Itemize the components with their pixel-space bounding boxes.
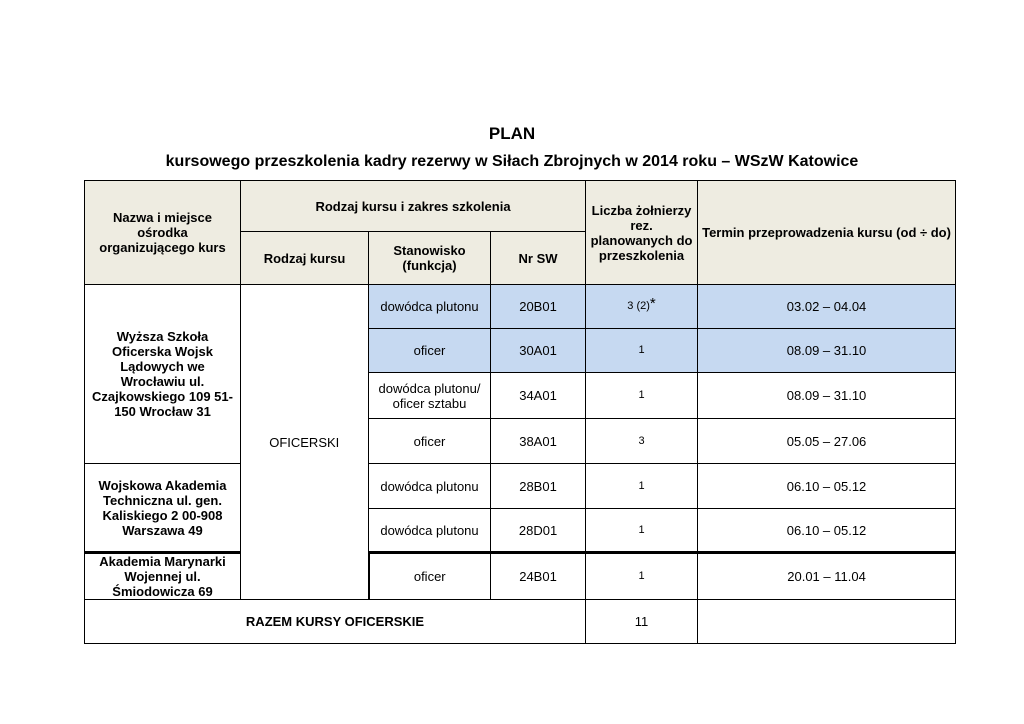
count-cell: 1	[586, 373, 698, 419]
table-row	[85, 553, 956, 600]
table-row	[85, 464, 956, 509]
term-cell: 08.09 – 31.10	[698, 329, 956, 373]
header-position: Stanowisko (funkcja)	[369, 232, 491, 285]
count-cell	[586, 285, 698, 329]
total-count: 11	[586, 600, 698, 644]
term-cell: 08.09 – 31.10	[698, 373, 956, 419]
training-plan-table	[84, 180, 956, 644]
nrsw-cell: 34A01	[491, 373, 586, 419]
header-nrsw: Nr SW	[491, 232, 586, 285]
nrsw-cell: 24B01	[491, 553, 586, 600]
position-cell: oficer	[369, 419, 491, 464]
count-cell: 1	[586, 553, 698, 600]
table-row	[85, 285, 956, 329]
institution-cell: Wojskowa Akademia Techniczna ul. gen. Kaliskiego 2 00-908 Warszawa 49	[85, 464, 241, 553]
position-cell: dowódca plutonu/ oficer sztabu	[369, 373, 491, 419]
header-course-group: Rodzaj kursu i zakres szkolenia	[241, 181, 586, 232]
term-cell: 06.10 – 05.12	[698, 509, 956, 553]
term-cell: 06.10 – 05.12	[698, 464, 956, 509]
nrsw-cell: 28B01	[491, 464, 586, 509]
header-count: Liczba żołnierzy rez. planowanych do przeszkolenia	[586, 181, 698, 285]
term-cell: 05.05 – 27.06	[698, 419, 956, 464]
count-cell: 1	[586, 329, 698, 373]
term-cell: 03.02 – 04.04	[698, 285, 956, 329]
position-cell: dowódca plutonu	[369, 285, 491, 329]
position-cell: dowódca plutonu	[369, 464, 491, 509]
page-title: PLAN	[488, 124, 536, 143]
nrsw-cell: 38A01	[491, 419, 586, 464]
count-cell: 1	[586, 464, 698, 509]
institution-cell: Akademia Marynarki Wojennej ul. Śmiodowicza 69	[85, 553, 241, 600]
total-row	[85, 600, 956, 644]
footnote-mark: *	[649, 295, 656, 312]
header-course-kind: Rodzaj kursu	[241, 232, 369, 285]
nrsw-cell: 30A01	[491, 329, 586, 373]
position-cell: dowódca plutonu	[369, 509, 491, 553]
nrsw-cell: 28D01	[491, 509, 586, 553]
position-cell: oficer	[369, 553, 491, 600]
nrsw-cell: 20B01	[491, 285, 586, 329]
header-term: Termin przeprowadzenia kursu (od ÷ do)	[698, 181, 956, 285]
course-kind-cell: OFICERSKI	[241, 285, 369, 600]
total-term	[698, 600, 956, 644]
institution-cell: Wyższa Szkoła Oficerska Wojsk Lądowych we Wrocławiu ul. Czajkowskiego 109 51-150 Wrocław 31	[85, 285, 241, 464]
page-subtitle: kursowego przeszkolenia kadry rezerwy w Siłach Zbrojnych w 2014 roku – WSzW Katowice	[165, 153, 859, 170]
term-cell: 20.01 – 11.04	[698, 553, 956, 600]
count-value: 3 (2)	[627, 300, 650, 312]
count-cell: 1	[586, 509, 698, 553]
count-cell: 3	[586, 419, 698, 464]
header-institution: Nazwa i miejsce ośrodka organizującego kurs	[85, 181, 241, 285]
position-cell: oficer	[369, 329, 491, 373]
total-label: RAZEM KURSY OFICERSKIE	[85, 600, 586, 644]
